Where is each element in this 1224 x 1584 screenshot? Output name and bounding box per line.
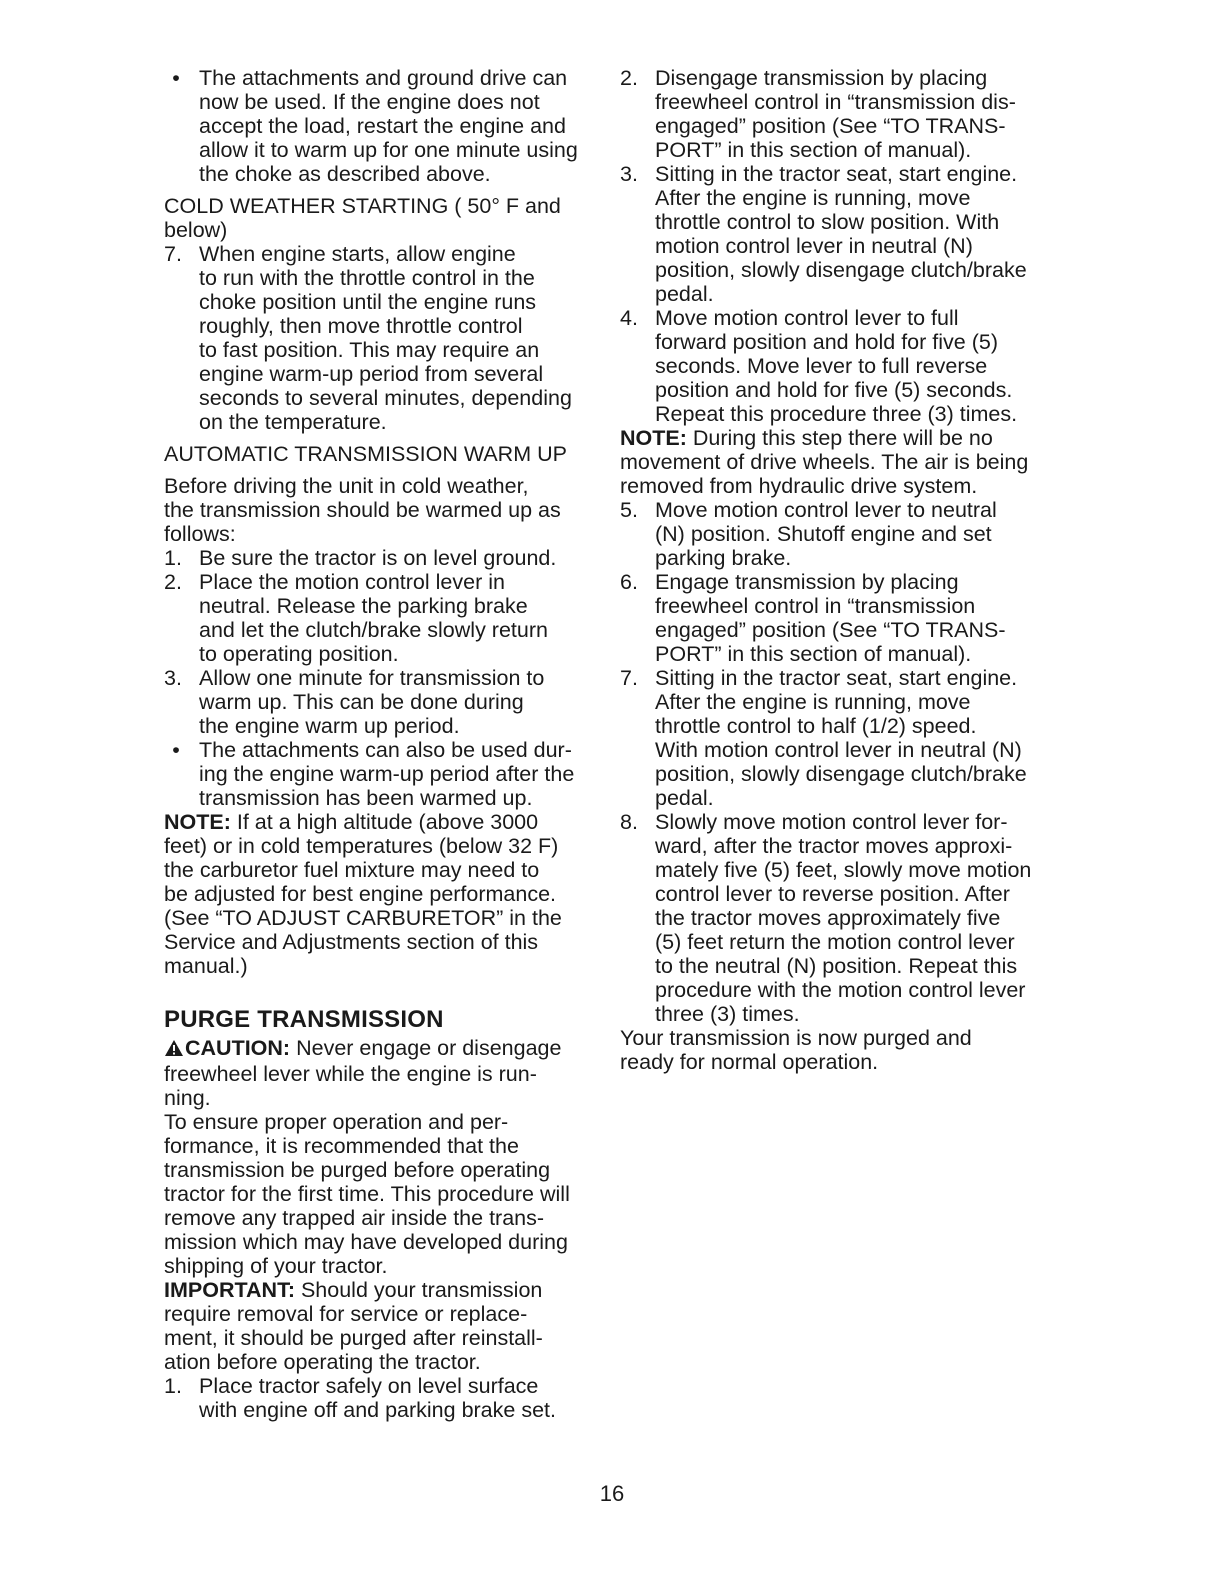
text-line: Move motion control lever to neutral	[655, 498, 997, 522]
step-number: 6.	[620, 570, 638, 594]
cold-weather-heading	[164, 194, 594, 242]
step-number: 8.	[620, 810, 638, 834]
text-line: Place the motion control lever in	[199, 570, 505, 594]
note-label: NOTE:	[164, 810, 231, 834]
text-line: (5) feet return the motion control lever	[655, 930, 1015, 954]
text-line: Service and Adjustments section of this	[164, 930, 539, 954]
text-line: position and hold for five (5) seconds.	[655, 378, 1013, 402]
text-line: neutral. Release the parking brake	[199, 594, 528, 618]
step-number: 5.	[620, 498, 638, 522]
bullet-mark: •	[172, 66, 180, 90]
text-line: require removal for service or replace-	[164, 1302, 528, 1326]
step-number: 3.	[164, 666, 182, 690]
numbered-step	[164, 666, 594, 738]
text-line: ing the engine warm-up period after the	[199, 762, 575, 786]
text-line: mission which may have developed during	[164, 1230, 568, 1254]
text-line: Move motion control lever to full	[655, 306, 959, 330]
note-altitude	[164, 810, 594, 978]
numbered-step	[164, 546, 594, 570]
auto-warmup-intro	[164, 474, 594, 546]
text-line: the engine warm up period.	[199, 714, 460, 738]
text-line: Disengage transmission by placing	[655, 66, 988, 90]
text-line: To ensure proper operation and per-	[164, 1110, 509, 1134]
text-line: choke position until the engine runs	[199, 290, 537, 314]
text-line: allow it to warm up for one minute using	[199, 138, 578, 162]
text-line: motion control lever in neutral (N)	[655, 234, 973, 258]
step-number: 1.	[164, 1374, 182, 1398]
text-line: procedure with the motion control lever	[655, 978, 1026, 1002]
note-drive-wheels	[620, 426, 1050, 498]
auto-warmup-heading: AUTOMATIC TRANSMISSION WARM UP	[164, 442, 567, 466]
text-line: freewheel control in “transmission	[655, 594, 976, 618]
left-column	[164, 66, 594, 1422]
text-line: the choke as described above.	[199, 162, 491, 186]
text-line: movement of drive wheels. The air is being	[620, 450, 1029, 474]
warning-triangle-icon	[164, 1038, 184, 1062]
text-line: pedal.	[655, 282, 714, 306]
text-line: (N) position. Shutoff engine and set	[655, 522, 992, 546]
text-line: ning.	[164, 1086, 211, 1110]
text-line: pedal.	[655, 786, 714, 810]
text-line: follows:	[164, 522, 236, 546]
text-line: transmission be purged before operating	[164, 1158, 551, 1182]
text-line: shipping of your tractor.	[164, 1254, 388, 1278]
note-label: NOTE:	[620, 426, 687, 450]
numbered-step	[164, 570, 594, 666]
text-line: Be sure the tractor is on level ground.	[199, 546, 557, 570]
text-line: with engine off and parking brake set.	[199, 1398, 556, 1422]
text-line: transmission has been warmed up.	[199, 786, 533, 810]
step-number: 1.	[164, 546, 182, 570]
text-line: Slowly move motion control lever for-	[655, 810, 1008, 834]
text-line: With motion control lever in neutral (N)	[655, 738, 1022, 762]
text-line: PORT” in this section of manual).	[655, 138, 972, 162]
text-line: ation before operating the tractor.	[164, 1350, 481, 1374]
step-7-cold	[164, 242, 594, 434]
text-line: engaged” position (See “TO TRANS-	[655, 618, 1006, 642]
text-line: freewheel control in “transmission dis-	[655, 90, 1016, 114]
text-line: COLD WEATHER STARTING ( 50° F and	[164, 194, 561, 218]
important-label: IMPORTANT:	[164, 1278, 295, 1302]
text-line: seconds. Move lever to full reverse	[655, 354, 988, 378]
text-line: Place tractor safely on level surface	[199, 1374, 539, 1398]
text-line: position, slowly disengage clutch/brake	[655, 258, 1027, 282]
text-line: remove any trapped air inside the trans-	[164, 1206, 545, 1230]
right-column	[620, 66, 1050, 1074]
text-line: engaged” position (See “TO TRANS-	[655, 114, 1006, 138]
text-line: Allow one minute for transmission to	[199, 666, 545, 690]
text-line: After the engine is running, move	[655, 690, 971, 714]
step-number: 2.	[620, 66, 638, 90]
warmup-steps	[164, 546, 594, 738]
text-line: the tractor moves approximately five	[655, 906, 1001, 930]
numbered-step	[620, 666, 1050, 810]
text-line: Sitting in the tractor seat, start engine.	[655, 162, 1018, 186]
purge-steps-2-4	[620, 66, 1050, 426]
text-line: feet) or in cold temperatures (below 32 F)	[164, 834, 559, 858]
text-line: to run with the throttle control in the	[199, 266, 535, 290]
text-line: warm up. This can be done during	[199, 690, 524, 714]
purge-transmission-heading: PURGE TRANSMISSION	[164, 1006, 444, 1033]
text-line: (See “TO ADJUST CARBURETOR” in the	[164, 906, 562, 930]
step-number: 3.	[620, 162, 638, 186]
text-line: Your transmission is now purged and	[620, 1026, 972, 1050]
text-line: three (3) times.	[655, 1002, 800, 1026]
text-line: removed from hydraulic drive system.	[620, 474, 978, 498]
text-line: now be used. If the engine does not	[199, 90, 540, 114]
numbered-step	[620, 66, 1050, 162]
text-line: Sitting in the tractor seat, start engine.	[655, 666, 1018, 690]
text-line: the transmission should be warmed up as	[164, 498, 561, 522]
text-line: ready for normal operation.	[620, 1050, 879, 1074]
text-line: When engine starts, allow engine	[199, 242, 516, 266]
page-number: 16	[599, 1481, 625, 1506]
important-block	[164, 1278, 594, 1374]
text-line: If at a high altitude (above 3000	[236, 810, 539, 834]
text-line: to operating position.	[199, 642, 399, 666]
numbered-step	[620, 570, 1050, 666]
bullet-attachments-ground-drive	[164, 66, 594, 186]
text-line: PORT” in this section of manual).	[655, 642, 972, 666]
numbered-step	[620, 162, 1050, 306]
caution-label: CAUTION:	[185, 1036, 291, 1060]
bullet-attachments-warmup	[164, 738, 594, 810]
step-number: 7.	[620, 666, 638, 690]
text-line: Never engage or disengage	[296, 1036, 562, 1060]
purge-step-1	[164, 1374, 594, 1422]
text-line: roughly, then move throttle control	[199, 314, 523, 338]
text-line: control lever to reverse position. After	[655, 882, 1010, 906]
text-line: ward, after the tractor moves approxi-	[655, 834, 1013, 858]
step-number: 4.	[620, 306, 638, 330]
text-line: to the neutral (N) position. Repeat this	[655, 954, 1018, 978]
text-line: tractor for the first time. This procedure will	[164, 1182, 570, 1206]
text-line: position, slowly disengage clutch/brake	[655, 762, 1027, 786]
closing-text	[620, 1026, 1050, 1074]
text-line: and let the clutch/brake slowly return	[199, 618, 548, 642]
text-line: Engage transmission by placing	[655, 570, 959, 594]
purge-intro	[164, 1110, 594, 1278]
text-line: During this step there will be no	[692, 426, 993, 450]
text-line: forward position and hold for five (5)	[655, 330, 998, 354]
text-line: After the engine is running, move	[655, 186, 971, 210]
text-line: accept the load, restart the engine and	[199, 114, 566, 138]
text-line: throttle control to slow position. With	[655, 210, 1000, 234]
text-line: formance, it is recommended that the	[164, 1134, 519, 1158]
text-line: below)	[164, 218, 228, 242]
text-line: ment, it should be purged after reinstall-	[164, 1326, 543, 1350]
text-line: manual.)	[164, 954, 248, 978]
step-number: 2.	[164, 570, 182, 594]
text-line: engine warm-up period from several	[199, 362, 544, 386]
purge-steps-5-8	[620, 498, 1050, 1026]
text-line: Should your transmission	[300, 1278, 543, 1302]
text-line: on the temperature.	[199, 410, 387, 434]
text-line: Before driving the unit in cold weather,	[164, 474, 529, 498]
text-line: mately five (5) feet, slowly move motion	[655, 858, 1032, 882]
numbered-step	[620, 810, 1050, 1026]
step-number: 7.	[164, 242, 182, 266]
text-line: to fast position. This may require an	[199, 338, 540, 362]
caution-block	[164, 1036, 594, 1110]
text-line: The attachments can also be used dur-	[199, 738, 572, 762]
bullet-mark: •	[172, 738, 180, 762]
text-line: freewheel lever while the engine is run-	[164, 1062, 537, 1086]
text-line: parking brake.	[655, 546, 792, 570]
text-line: throttle control to half (1/2) speed.	[655, 714, 977, 738]
text-line: The attachments and ground drive can	[199, 66, 568, 90]
numbered-step	[620, 306, 1050, 426]
numbered-step	[620, 498, 1050, 570]
text-line: seconds to several minutes, depending	[199, 386, 572, 410]
text-line: Repeat this procedure three (3) times.	[655, 402, 1018, 426]
text-line: the carburetor fuel mixture may need to	[164, 858, 540, 882]
text-line: be adjusted for best engine performance.	[164, 882, 557, 906]
